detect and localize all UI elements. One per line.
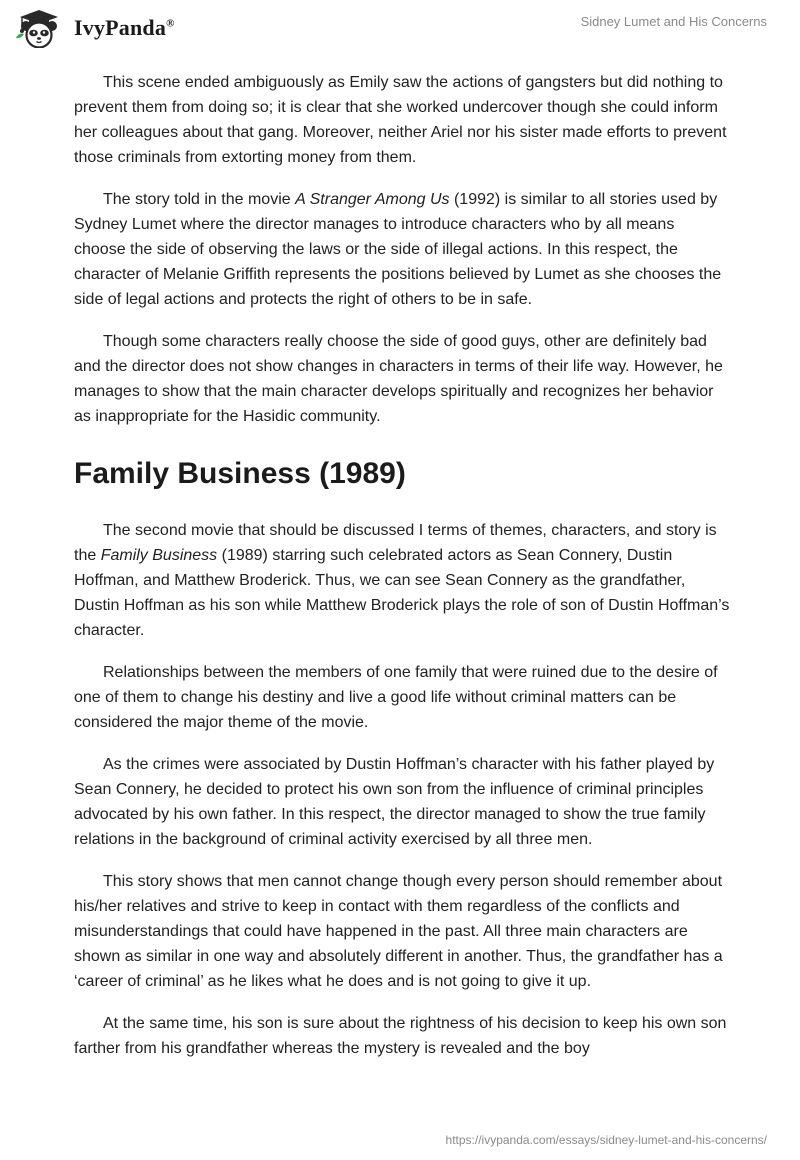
- movie-title: Family Business: [100, 547, 218, 564]
- registered-mark: ®: [166, 17, 175, 30]
- page-header: [0, 0, 800, 56]
- paragraph-6: As the crimes were associated by Dustin Hoffman’s character with his father played by Sean Connery, he decided to protect his own son from the influence of criminal principles advocated by his own father. In this respect, the director managed to show the true family relations in the background of criminal activity exercised by all three men.: [74, 756, 715, 848]
- movie-title: A Stranger Among Us: [295, 191, 450, 208]
- logo-text: IvyPanda®: [74, 15, 175, 40]
- paragraph-3: Though some characters really choose the side of good guys, other are definitely bad and the director does not show changes in characters in terms of their life way. However, he manages to show that the main character develops spiritually and recognizes her behavior as inappropriate for the Hasidic community.: [74, 333, 723, 425]
- source-url-link[interactable]: https://ivypanda.com/essays/sidney-lumet-and-his-concerns/: [445, 1133, 767, 1147]
- ivypanda-logo[interactable]: [12, 8, 175, 48]
- paragraph-4: The second movie that should be discussed I terms of themes, characters, and story is the Family Business (1989) starring such celebrated actors as Sean Connery, Dustin Hoffman, and Matthew Broderick. Thus, we can see Sean Connery as the grandfather, Dustin Hoffman as his son while Matthew Broderick plays the role of son of Dustin Hoffman’s character.: [74, 522, 730, 639]
- paragraph-8: At the same time, his son is sure about the rightness of his decision to keep his own son farther from his grandfather whereas the mystery is revealed and the boy: [74, 1015, 727, 1057]
- panda-logo-icon: [12, 8, 70, 48]
- paragraph-5: Relationships between the members of one family that were ruined due to the desire of one of them to change his destiny and live a good life without criminal matters can be considered the major theme of the movie.: [74, 664, 718, 731]
- section-heading: Family Business (1989): [74, 457, 406, 490]
- paragraph-7: This story shows that men cannot change though every person should remember about his/her relatives and strive to keep in contact with them regardless of the conflicts and misunderstandings that could have happened in the past. All three main characters are shown as similar in one way and absolutely different in another. Thus, the grandfather has a ‘career of criminal’ as he likes what he does and is not going to give it up.: [74, 873, 723, 990]
- paragraph-2: The story told in the movie A Stranger Among Us (1992) is similar to all stories used by Sydney Lumet where the director manages to introduce characters who by all means choose the side of observing the laws or the side of illegal actions. In this respect, the character of Melanie Griffith represents the positions believed by Lumet as she chooses the side of legal actions and protects the right of others to be in safe.: [74, 191, 722, 308]
- document-title: Sidney Lumet and His Concerns: [580, 14, 767, 29]
- article-body: [74, 70, 730, 1078]
- paragraph-1: This scene ended ambiguously as Emily saw the actions of gangsters but did nothing to prevent them from doing so; it is clear that she worked undercover though she could inform her colleagues about that gang. Moreover, neither Ariel nor his sister made efforts to prevent those criminals from extorting money from them.: [74, 74, 727, 166]
